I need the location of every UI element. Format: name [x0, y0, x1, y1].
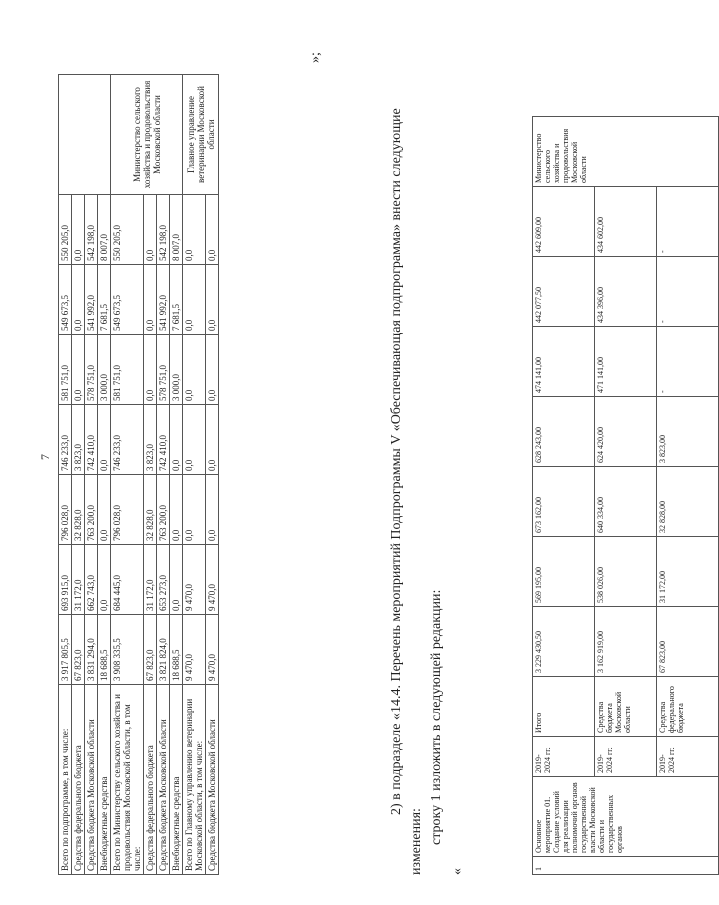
value-cell: 474 141,00 — [533, 327, 595, 397]
source-cell: Средства бюджета Московской области — [595, 677, 657, 737]
table-row — [59, 75, 72, 875]
value-cell: 434 602,00 — [595, 187, 657, 257]
period-cell: 2019-2024 гг. — [595, 737, 657, 777]
value-cell: 3 823,0 — [144, 405, 157, 475]
value-cell: 550 205,0 — [59, 195, 72, 265]
value-cell: 0,0 — [72, 195, 85, 265]
value-cell: 549 673,5 — [59, 265, 72, 335]
source-cell: Средства федерального бюджета — [657, 677, 719, 737]
value-cell: 763 200,0 — [85, 475, 98, 545]
value-cell: 0,0 — [72, 335, 85, 405]
value-cell: - — [657, 327, 719, 397]
value-cell: 624 420,00 — [595, 397, 657, 467]
table-row — [111, 75, 144, 875]
value-cell: 7 681,5 — [170, 265, 183, 335]
responsible-cell — [59, 75, 111, 195]
value-cell: 3 823,00 — [657, 397, 719, 467]
value-cell: 3 831 294,0 — [85, 615, 98, 685]
value-cell: 9 470,0 — [206, 545, 219, 615]
row-label: Средства федерального бюджета — [72, 685, 85, 875]
value-cell: 32 828,0 — [144, 475, 157, 545]
value-cell: 31 172,0 — [144, 545, 157, 615]
value-cell: 581 751,0 — [59, 335, 72, 405]
value-cell: 0,0 — [144, 265, 157, 335]
value-cell: 434 396,00 — [595, 257, 657, 327]
table-row — [170, 75, 183, 875]
value-cell: 628 243,00 — [533, 397, 595, 467]
value-cell: 742 410,0 — [157, 405, 170, 475]
value-cell: 442 077,50 — [533, 257, 595, 327]
opening-quote: « — [450, 868, 465, 875]
value-cell: 541 992,0 — [85, 265, 98, 335]
value-cell: 67 823,00 — [657, 607, 719, 677]
value-cell: 31 172,0 — [72, 545, 85, 615]
value-cell: 3 823,0 — [72, 405, 85, 475]
value-cell: 542 198,0 — [157, 195, 170, 265]
value-cell: 0,0 — [170, 545, 183, 615]
value-cell: 0,0 — [206, 335, 219, 405]
value-cell: 0,0 — [98, 545, 111, 615]
value-cell: 796 028,0 — [111, 475, 144, 545]
row-number: 1 — [533, 857, 719, 875]
value-cell: 0,0 — [170, 475, 183, 545]
value-cell: 9 470,0 — [183, 545, 206, 615]
table-row — [72, 75, 85, 875]
row-label: Средства бюджета Московской области — [206, 685, 219, 875]
row-label: Всего по подпрограмме, в том числе: — [59, 685, 72, 875]
row-label: Всего по Главному управлению ветеринарии Московской области, в том числе: — [183, 685, 206, 875]
period-cell: 2019-2024 гг. — [533, 737, 595, 777]
value-cell: 8 007,0 — [98, 195, 111, 265]
value-cell: 796 028,0 — [59, 475, 72, 545]
value-cell: 0,0 — [206, 405, 219, 475]
value-cell: 3 229 430,50 — [533, 607, 595, 677]
period-cell: 2019-2024 гг. — [657, 737, 719, 777]
value-cell: 18 688,5 — [98, 615, 111, 685]
responsible-cell: Главное управление ветеринарии Московской области — [183, 75, 219, 195]
row-label: Внебюджетные средства — [170, 685, 183, 875]
value-cell: - — [657, 187, 719, 257]
value-cell: 653 273,0 — [157, 545, 170, 615]
page-number: 7 — [38, 454, 52, 460]
value-cell: 3 000,0 — [170, 335, 183, 405]
value-cell: 0,0 — [206, 195, 219, 265]
value-cell: 3 000,0 — [98, 335, 111, 405]
value-cell: 0,0 — [144, 335, 157, 405]
table-row — [98, 75, 111, 875]
table-row — [144, 75, 157, 875]
value-cell: 0,0 — [170, 405, 183, 475]
responsible-cell: Министерство сельского хозяйства и продовольствия Московской области — [111, 75, 183, 195]
value-cell: 673 162,00 — [533, 467, 595, 537]
paragraph-line-3: строку 1 изложить в следующей редакции: — [429, 589, 444, 845]
closing-quote: »; — [308, 52, 323, 63]
value-cell: 67 823,0 — [144, 615, 157, 685]
responsible-cell: Министерство сельского хозяйства и продовольствия Московской области — [533, 117, 719, 187]
value-cell: 0,0 — [206, 475, 219, 545]
value-cell: 3 821 824,0 — [157, 615, 170, 685]
value-cell: 640 334,00 — [595, 467, 657, 537]
value-cell: 662 743,0 — [85, 545, 98, 615]
value-cell: 3 917 805,5 — [59, 615, 72, 685]
table-row — [206, 75, 219, 875]
value-cell: 9 470,0 — [183, 615, 206, 685]
value-cell: 550 205,0 — [111, 195, 144, 265]
value-cell: 9 470,0 — [206, 615, 219, 685]
value-cell: 0,0 — [183, 405, 206, 475]
value-cell: 31 172,00 — [657, 537, 719, 607]
value-cell: 3 162 919,00 — [595, 607, 657, 677]
value-cell: 581 751,0 — [111, 335, 144, 405]
value-cell: 442 609,00 — [533, 187, 595, 257]
value-cell: 541 992,0 — [157, 265, 170, 335]
row-label: Всего по Министерству сельского хозяйства и продовольствия Московской области, в том числе: — [111, 685, 144, 875]
value-cell: 3 908 335,5 — [111, 615, 144, 685]
value-cell: 684 445,0 — [111, 545, 144, 615]
value-cell: 0,0 — [98, 405, 111, 475]
value-cell: 8 007,0 — [170, 195, 183, 265]
value-cell: 569 195,00 — [533, 537, 595, 607]
value-cell: 578 751,0 — [85, 335, 98, 405]
value-cell: 0,0 — [183, 265, 206, 335]
value-cell: 763 200,0 — [157, 475, 170, 545]
value-cell: 0,0 — [183, 475, 206, 545]
table-row — [533, 40, 595, 875]
value-cell: - — [657, 257, 719, 327]
table-row — [85, 75, 98, 875]
row-label: Средства бюджета Московской области — [85, 685, 98, 875]
bottom-events-table — [532, 39, 719, 875]
row-label: Внебюджетные средства — [98, 685, 111, 875]
table-row — [157, 75, 170, 875]
table-row — [183, 75, 206, 875]
value-cell: 0,0 — [72, 265, 85, 335]
value-cell: 0,0 — [206, 265, 219, 335]
value-cell: 549 673,5 — [111, 265, 144, 335]
value-cell: 0,0 — [98, 475, 111, 545]
value-cell: 18 688,5 — [170, 615, 183, 685]
source-cell: Итого — [533, 677, 595, 737]
value-cell: 471 141,00 — [595, 327, 657, 397]
value-cell: 32 828,0 — [72, 475, 85, 545]
value-cell: 538 026,00 — [595, 537, 657, 607]
value-cell: 0,0 — [144, 195, 157, 265]
value-cell: 0,0 — [183, 195, 206, 265]
value-cell: 746 233,0 — [59, 405, 72, 475]
value-cell: 0,0 — [183, 335, 206, 405]
row-label: Средства бюджета Московской области — [157, 685, 170, 875]
value-cell: 746 233,0 — [111, 405, 144, 475]
paragraph-line-1: 2) в подразделе «14.4. Перечень мероприятий Подпрограммы V «Обеспечивающая подпрограмма» внести следующие — [389, 108, 404, 815]
value-cell: 693 915,0 — [59, 545, 72, 615]
value-cell: 32 828,00 — [657, 467, 719, 537]
value-cell: 67 823,0 — [72, 615, 85, 685]
value-cell: 7 681,5 — [98, 265, 111, 335]
event-name: Основное мероприятие 01. Создание условий для реализации полномочий органов государственной власти Московской области и государственных органов — [533, 777, 719, 857]
value-cell: 742 410,0 — [85, 405, 98, 475]
value-cell: 542 198,0 — [85, 195, 98, 265]
value-cell: 578 751,0 — [157, 335, 170, 405]
top-funding-table — [58, 74, 219, 875]
row-label: Средства федерального бюджета — [144, 685, 157, 875]
paragraph-line-2: изменения: — [409, 808, 424, 875]
